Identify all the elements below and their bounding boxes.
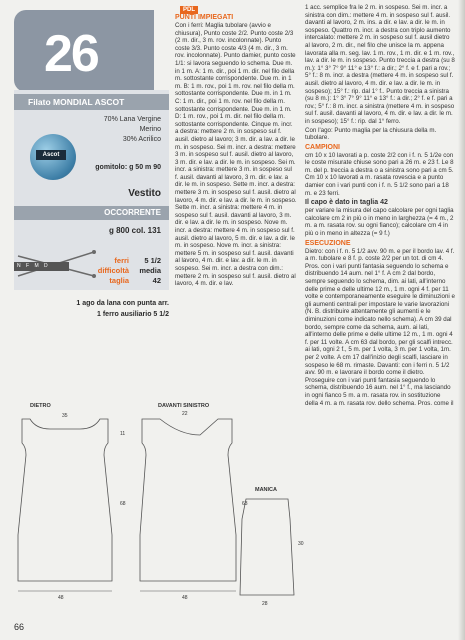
page-number: 66 [14,622,25,632]
instructions-column [305,4,455,408]
dietro-schematic [18,419,112,581]
difficolta-value: media [139,266,161,275]
ferri-label: ferri [114,256,129,265]
section-tag: PDL [180,6,198,14]
esecuzione-heading: ESECUZIONE [305,239,351,247]
dietro-dim-armhole: 11 [120,431,126,437]
campioni-text: cm 10 x 10 lavorati a p. coste 2/2 con i f. n. 5 1/2e con le coste misurate chiuse sono pari a 26 m. e 23 f. Le 8 m. del p. treccia a destra o a sinistra sono pari a cm 5. Cm 10 x 10 lavorati a m. rasata rovescia e a punto damier con i vari punti con i f. n. 5 1/2 sono pari a 18 m. e 23 ferri. [305,151,454,197]
ferri-value: 5 1/2 [144,256,161,265]
taglia-label: taglia [109,276,129,285]
davanti-dim-width: 48 [182,595,188,601]
taglia-value: 42 [152,276,161,285]
manica-dim-width: 28 [262,601,268,607]
page-spine-shadow [458,0,465,640]
capo-heading: Il capo è dato in taglia 42 [305,199,388,207]
note-ferro-ausiliario: 1 ferro ausiliario 5 1/2 [97,311,169,318]
yarn-ball-label: Ascot [36,150,66,160]
punti-column [175,14,297,289]
dietro-dim-height: 68 [120,501,126,507]
composition-line-2: Merino [139,126,161,133]
yarn-title: Filato MONDIAL ASCOT [14,94,169,110]
manica-schematic [240,499,294,595]
esecuzione-text: Dietro: con i f. n. 5 1/2 avv. 90 m. e per il bordo lav. 4 f. a m. tubolare e 8 f. p. coste 2/2 per un tot. di cm 4. Pros. con i vari punti fantasia seguendo lo schema e distribuendo 14 aum. nel 1° f. A cm 2 dal bordo, sempre seguendo lo schema, dim. ai lati, all'interno delle prime e delle ultime 12 m., 1 m. ogni 4 f. per 11 volte e contemporaneamente eseguire le diminuzioni e gli aumenti centrali per impostare le varie lavorazioni (N. B. distribuire attentamente gli aumenti e le diminuzioni come indicato nello schema). A cm 39 dal bordo, sempre come da schema, aum. ai lati, all'interno delle prime e delle ultime 12 m., 1 m. ogni 4 f. per 11 volte. A cm 63 dal bordo, per gli scalfi intrecc. ai lati, ogni 2 f., 5 m. per 1 volta, 3 m. per 1 volta, 1m. per 2 volte. A cm 17 dall'inizio degli scalfi, lasciare in sospeso le 68 m. rimaste. Davanti: con i ferri n. 5 1/2 avv. 90 m. e lavorare il bordo come il dietro. Proseguire con i vari punti fantasia seguendo lo schema, distribuendo 16 aum. nel 1° f., ma lasciando in ogni fianco 5 m. a m. rasata rov. in sostituzione della 4 m. a m. rasata rov. dello schema. Pros. come il [305,247,455,407]
composition-line-3: 30% Acrilico [122,136,161,143]
dietro-dim-neck: 35 [62,413,68,419]
diagram-label-davanti: DAVANTI SINISTRO [158,403,210,409]
diagram-label-dietro: DIETRO [30,403,51,409]
punti-text: Con i ferri: Maglia tubolare (avvio e chiusura), Punto coste 2/2. Punto coste 2/3 (2 m. dir., 3 m. rov. incolonnate). Punto coste 3/3. Punto coste 4/3 (4 m. dir., 3 m. rov. incolonnate). Punto damier, punto coste 1/1: si lavora seguendo lo schema. Due m. in 1 m. A: 1 m. dir., poi 1 m. dir. nel filo della m. sottostante corrispondente. Due m. in 1 m. B: 1 m. rov., poi 1 m. rov. nel filo della m. sottostante corrispondente. Due m. in 1 m. C: 1 m. dir., poi 1 m. rov. nel filo della m. sottostante corrispondente. Due m. in 1 m. D: 1 m. rov., poi 1 m. dir. nel filo della m. sottostante corrispondente. Cinque m. incr. a destra: mettere 2 m. in sospeso sul f. ausil. dietro al lavoro; 3 m. dir. a lav. a dir. le m. in sospeso. Sei m. incr. a destra: mettere 3 m. in sospeso sul f. ausil. dietro al lavoro, 3 m. dir. e lav. a dir. le m. in sospeso. Sei m. incr. a sinistra: mettere 3 m. in sospeso sul f. ausil. davanti al lavoro, 3 m. dir. e lav. a dir. le m. in sospeso. Sette m. incr. a destra: mettere 3 m. in sospeso sul f. ausil. dietro al lavoro, 4 m. dir. e lav. a dir. le m. in sospeso. Sette m. incr. a sinistra: mettere 4 m. in sospeso sul f. ausil. davanti al lavoro, 3 m. dir. e lav. a dir. le m. in sospeso. Nove m. incr. a destra: mettere 4 m. in sospeso sul f. ausil. dietro al lavoro, 5 m. dir. e lav. a dir. le m. in sospeso. Nove m. incr. a sinistra: mettere 5 m. in sospeso sul f. ausil. davanti al lavoro, 4 m. dir. e lav. a dir. le m. in sospeso. Sei m. incr. a destra con dim.: mettere 2 m. in sospeso sul f. ausil. dietro al lavoro, 4 m. dir. e lav. [175,22,297,288]
model-number: 26 [44,25,98,83]
occorrente-heading: OCCORRENTE [14,206,169,220]
campioni-heading: CAMPIONI [305,143,340,151]
stitch-continued-text: 1 acc. semplice fra le 2 m. in sospeso. Sei m. incr. a sinistra con dim.: mettere 4 m. in sospeso sul f. ausil. davanti al lavoro, 2 m. ins. a dir. e lav. a dir. le m. in sospeso. Quattro m. incr. a destra con triplo aumento intercalato: mettere 2 m. in sospeso sul f. ausil dietro al lavoro, 2 m. dir., nel filo che unisce la m. appena lavorata alla m. seg. lav. 1 m. rov., 1 m. dir. e 1 m. rov., lav. a dir. le m. in sospeso. Punto treccia a destra (su 8 m.): 1° 3° 7° 9° 11° e 13° f.: a dir.; 2° f. e f. pari a rov.; 5° f.: 8 m. incr. a destra (mettere 4 m. in sospeso sul f. ausil. dietro al lavoro, 4 m. dir. e lav. a dir. le m. in sospeso); 15° f.: rip. dal 1° f.. Punto treccia a sinistra (su 8 m.): 1° 3° 7° 9° 11° e 13° f.: a dir.; 2° f. e f. pari a rov.; 5° f.: 8 m. incr. a sinistra (mettere 4 m. in sospeso sul f. ausil. davanti al lavoro, 4 m. dir. e lav. a dir. le m. in sospeso); 15° f.: rip. dal 1° ferro. [305,4,455,125]
davanti-schematic [140,419,236,581]
punti-heading: PUNTI IMPIEGATI [175,14,234,21]
difficolta-label: difficoltà [97,266,129,275]
capo-text: per variare la misura del capo calcolare per ogni taglia calcolare cm 2 in più o in meno in larghezza (= 4 m., 2 m. a m. rasata rov. su ogni fianco); calcolare cm 4 in più o in meno in altezza (= 9 f.) [305,207,454,238]
davanti-dim-neck: 22 [182,411,188,417]
composition-line-1: 70% Lana Vergine [103,116,161,123]
ball-weight: gomitolo: g 50 m 90 [95,164,161,171]
manica-dim-height: 30 [298,541,304,547]
difficulty-scale: N F M D [14,262,69,271]
yarn-amount: g 800 col. 131 [108,226,161,235]
dietro-dim-width: 48 [58,595,64,601]
davanti-dim-height: 63 [242,501,248,507]
note-ago: 1 ago da lana con punta arr. [76,300,169,307]
ago-text: Con l'ago: Punto maglia per la chiusura della m. tubolare. [305,126,437,142]
pattern-diagrams [10,395,305,615]
model-number-tab [14,10,154,92]
diagram-label-manica: MANICA [255,487,277,493]
garment-type: Vestito [128,188,161,199]
